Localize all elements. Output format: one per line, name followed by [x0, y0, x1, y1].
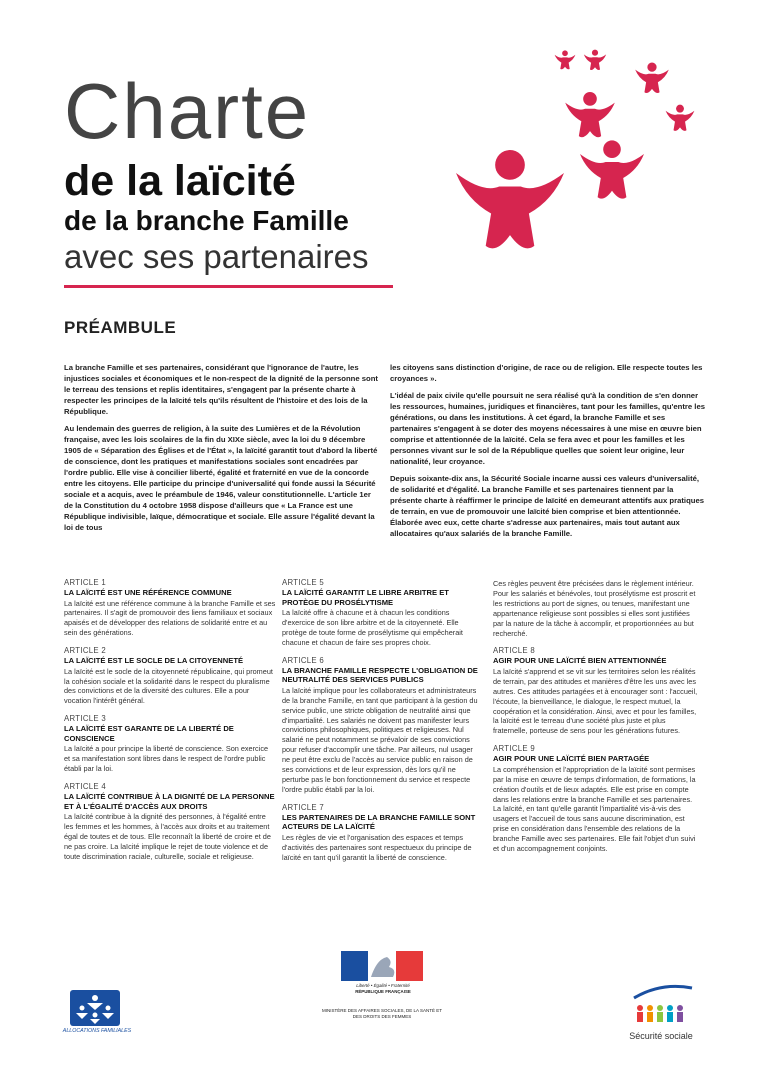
ministere-label: MINISTÈRE DES AFFAIRES SOCIALES, DE LA SANTÉ ET DES DROITS DES FEMMES	[321, 1008, 443, 1019]
article-title: LA LAÏCITÉ CONTRIBUE À LA DIGNITÉ DE LA PERSONNE ET À L'ÉGALITÉ D'ACCÈS AUX DROITS	[64, 791, 275, 811]
article-2	[64, 646, 276, 706]
article-body: La laïcité implique pour les collaborateurs et administrateurs de la branche Famille, en tant que participant à la gestion du service public, une stricte obligation de neutralité ainsi que d'impartialité. Les salariés ne doivent pas manifester leurs convictions philosophiques, politiques et religieuses. Nul salarié ne peut notamment se prévaloir de ses convictions pour refuser d'accomplir une tâche. Par ailleurs, nul usager ne peut être exclu de l'accès au service public en raison de ses convictions et de leur expression, dès lors qu'il ne perturbe pas le bon fonctionnement du service et respecte l'ordre public établi par la loi.	[282, 685, 478, 794]
article-body: La laïcité contribue à la dignité des personnes, à l'égalité entre les femmes et les hommes, à l'accès aux droits et au traitement égal de toutes et de tous. Elle reconnaît la liberté de croire et de ne pas croire. La laïcité implique le rejet de toute violence et de toute discrimination raciale, culturelle, sociale et religieuse.	[64, 812, 271, 861]
article-8	[493, 646, 701, 736]
article-title: AGIR POUR UNE LAÏCITÉ BIEN PARTAGÉE	[493, 754, 650, 764]
preambule-paragraph: les citoyens sans distinction d'origine, de race ou de religion. Elle respecte toutes les croyances ».	[390, 363, 703, 383]
article-title: LA LAÏCITÉ EST LE SOCLE DE LA CITOYENNETÉ	[64, 656, 244, 666]
article-title: LA LAÏCITÉ EST UNE RÉFÉRENCE COMMUNE	[64, 587, 232, 597]
article-number: ARTICLE 6	[282, 655, 324, 665]
article-number: ARTICLE 9	[493, 744, 535, 754]
preambule-col-2	[390, 362, 706, 545]
securite-sociale-logo-icon	[626, 978, 696, 1028]
article-title: LA LAÏCITÉ GARANTIT LE LIBRE ARBITRE ET PROTÈGE DU PROSÉLYTISME	[282, 587, 449, 607]
articles-col-3	[493, 578, 701, 862]
article-5	[282, 578, 482, 648]
article-body: La laïcité offre à chacune et à chacun les conditions d'exercice de son libre arbitre et de la citoyenneté. Elle protège de toute forme de prosélytisme qui empêcherait chacune et chacun de faire ses propres choix.	[282, 608, 463, 647]
star-person-icon	[580, 140, 644, 198]
article-9	[493, 744, 701, 854]
star-person-icon	[635, 62, 669, 93]
republique-label	[333, 983, 433, 994]
title-laicite: de la laïcité	[64, 157, 296, 205]
article-body: La compréhension et l'appropriation de la laïcité sont permises par la mise en œuvre de temps d'information, de formations, la création d'outils et de lieux adaptés. Elle est prise en compte dans les relations entre la branche Famille et ses partenaires. La laïcité, en tant qu'elle garantit l'impartialité vis-à-vis des usagers et l'accueil de tous sans aucune discrimination, est prise en considération dans l'ensemble des relations de la branche Famille avec ses partenaires. Elle fait l'objet d'un suivi et d'un accompagnement conjoints.	[493, 764, 696, 854]
caf-label: ALLOCATIONS FAMILIALES	[62, 1028, 132, 1034]
article-title: LA BRANCHE FAMILLE RESPECTE L'OBLIGATION DE NEUTRALITÉ DES SERVICES PUBLICS	[282, 665, 478, 685]
article-number: ARTICLE 5	[282, 578, 324, 587]
article-6	[282, 656, 482, 795]
article-title: LES PARTENAIRES DE LA BRANCHE FAMILLE SONT ACTEURS DE LA LAÏCITÉ	[282, 812, 476, 832]
article-number: ARTICLE 7	[282, 802, 324, 812]
preambule-col-1	[64, 362, 380, 539]
preambule-heading: PRÉAMBULE	[64, 318, 177, 337]
article-7	[282, 803, 482, 863]
article-3	[64, 714, 276, 774]
title-underline	[64, 285, 393, 288]
article-title: AGIR POUR UNE LAÏCITÉ BIEN ATTENTIONNÉE	[493, 656, 667, 666]
securite-sociale-label: Sécurité sociale	[629, 1031, 693, 1041]
article-number: ARTICLE 4	[64, 782, 106, 792]
preambule-paragraph: L'idéal de paix civile qu'elle poursuit ne sera réalisé qu'à la condition de s'en donner les ressources, humaines, juridiques et financières, tant pour les familles, qu'entre les générations, ou dans les institutions. À cet égard, la branche Famille et ses partenaires s'engagent à se doter des moyens nécessaires à une mise en œuvre bien comprise et attentionnée de la laïcité. Cela se fera avec et pour les familles et les personnes vivant sur le sol de la République quelles que soient leur origine, leur nationalité, leur croyance.	[390, 391, 705, 466]
article-number: ARTICLE 3	[64, 714, 106, 724]
article-body: La laïcité est le socle de la citoyenneté républicaine, qui promeut la cohésion sociale et la solidarité dans le respect du pluralisme des convictions et de la diversité des cultures. Elle a pour vocation l'intérêt général.	[64, 666, 273, 706]
star-person-icon	[456, 150, 564, 248]
republique-name: RÉPUBLIQUE FRANÇAISE	[355, 988, 411, 994]
preambule-paragraph: Au lendemain des guerres de religion, à la suite des Lumières et de la Révolution française, avec les lois scolaires de la fin du XIXe siècle, avec la loi du 9 décembre 1905 de « Séparation des Églises et de l'État », la laïcité garantit tout d'abord la liberté de conscience, dont les pratiques et manifestations sociales sont encadrées par l'ordre public. Elle vise à concilier liberté, égalité et fraternité en vue de la concorde entre les citoyens. Elle participe du principe d'universalité qui fonde aussi la Sécurité sociale et a acquis, avec le préambule de 1946, valeur constitutionnelle. L'article 1er de la Constitution du 4 octobre 1958 dispose d'ailleurs que « La France est une République indivisible, laïque, démocratique et sociale. Elle assure l'égalité devant la loi de tous	[64, 424, 378, 532]
star-person-icon	[584, 50, 606, 70]
article-body: La laïcité est une référence commune à la branche Famille et ses partenaires. Il s'agit de promouvoir des liens familiaux et sociaux apaisés et de développer des relations de solidarité entre et au sein des générations.	[64, 598, 276, 638]
article-body: La laïcité a pour principe la liberté de conscience. Son exercice et sa manifestation sont libres dans le respect de l'ordre public établi par la loi.	[64, 744, 269, 774]
article-body: La laïcité s'apprend et se vit sur les territoires selon les réalités de terrain, par des attitudes et manières d'être les uns avec les autres. Ces attitudes partagées et à encourager sont : l'accueil, l'écoute, la bienveillance, le dialogue, le respect mutuel, la coopération et la considération. Ainsi, avec et pour les familles, la laïcité est le terreau d'une société plus juste et plus fraternelle, porteuse de sens pour les générations futures.	[493, 666, 698, 736]
star-person-icon	[565, 92, 615, 137]
republique-motto: Liberté • Égalité • Fraternité	[356, 983, 410, 988]
title-branche-famille: de la branche Famille	[64, 205, 349, 236]
article-7-continued	[493, 579, 701, 638]
article-body: Ces règles peuvent être précisées dans le règlement intérieur. Pour les salariés et bénévoles, tout prosélytisme est proscrit et les restrictions au port de signes, ou tenues, manifestant une appartenance religieuse sont possibles si elles sont justifiées par la nature de la tâche à accomplir, et proportionnées au but recherché.	[493, 579, 696, 638]
title-partenaires: avec ses partenaires	[64, 238, 369, 275]
star-person-icon	[666, 105, 695, 131]
articles-col-1	[64, 578, 276, 870]
article-title: LA LAÏCITÉ EST GARANTE DE LA LIBERTÉ DE CONSCIENCE	[64, 724, 234, 743]
preambule-paragraph: La branche Famille et ses partenaires, considérant que l'ignorance de l'autre, les injustices sociales et économiques et le non-respect de la dignité de la personne sont le terreau des tensions et replis identitaires, s'engagent par la présente charte à respecter les principes de la laïcité tels qu'ils résultent de l'histoire et des lois de la République.	[64, 363, 378, 416]
article-1	[64, 578, 276, 638]
article-number: ARTICLE 8	[493, 646, 535, 656]
preambule-paragraph: Depuis soixante-dix ans, la Sécurité Sociale incarne aussi ces valeurs d'universalité, de solidarité et d'égalité. La branche Famille et ses partenaires tiennent par la présente charte à réaffirmer le principe de laïcité en demeurant attentifs aux pratiques de terrain, en vue de promouvoir une laïcité bien comprise et bien attentionnée. Élaborée avec eux, cette charte s'adresse aux partenaires, mais tout autant aux allocataires qu'aux salariés de la branche Famille.	[390, 474, 705, 538]
article-body: Les règles de vie et l'organisation des espaces et temps d'activités des partenaires sont respectueux du principe de laïcité en tant qu'il garantit la liberté de conscience.	[282, 832, 472, 862]
articles-col-2	[282, 578, 482, 871]
marianne-logo-icon	[341, 951, 423, 981]
article-number: ARTICLE 2	[64, 646, 106, 656]
star-people-illustration	[440, 30, 710, 300]
title-charte: Charte	[64, 67, 311, 155]
article-number: ARTICLE 1	[64, 578, 106, 587]
article-4	[64, 782, 276, 862]
star-person-icon	[555, 50, 576, 69]
